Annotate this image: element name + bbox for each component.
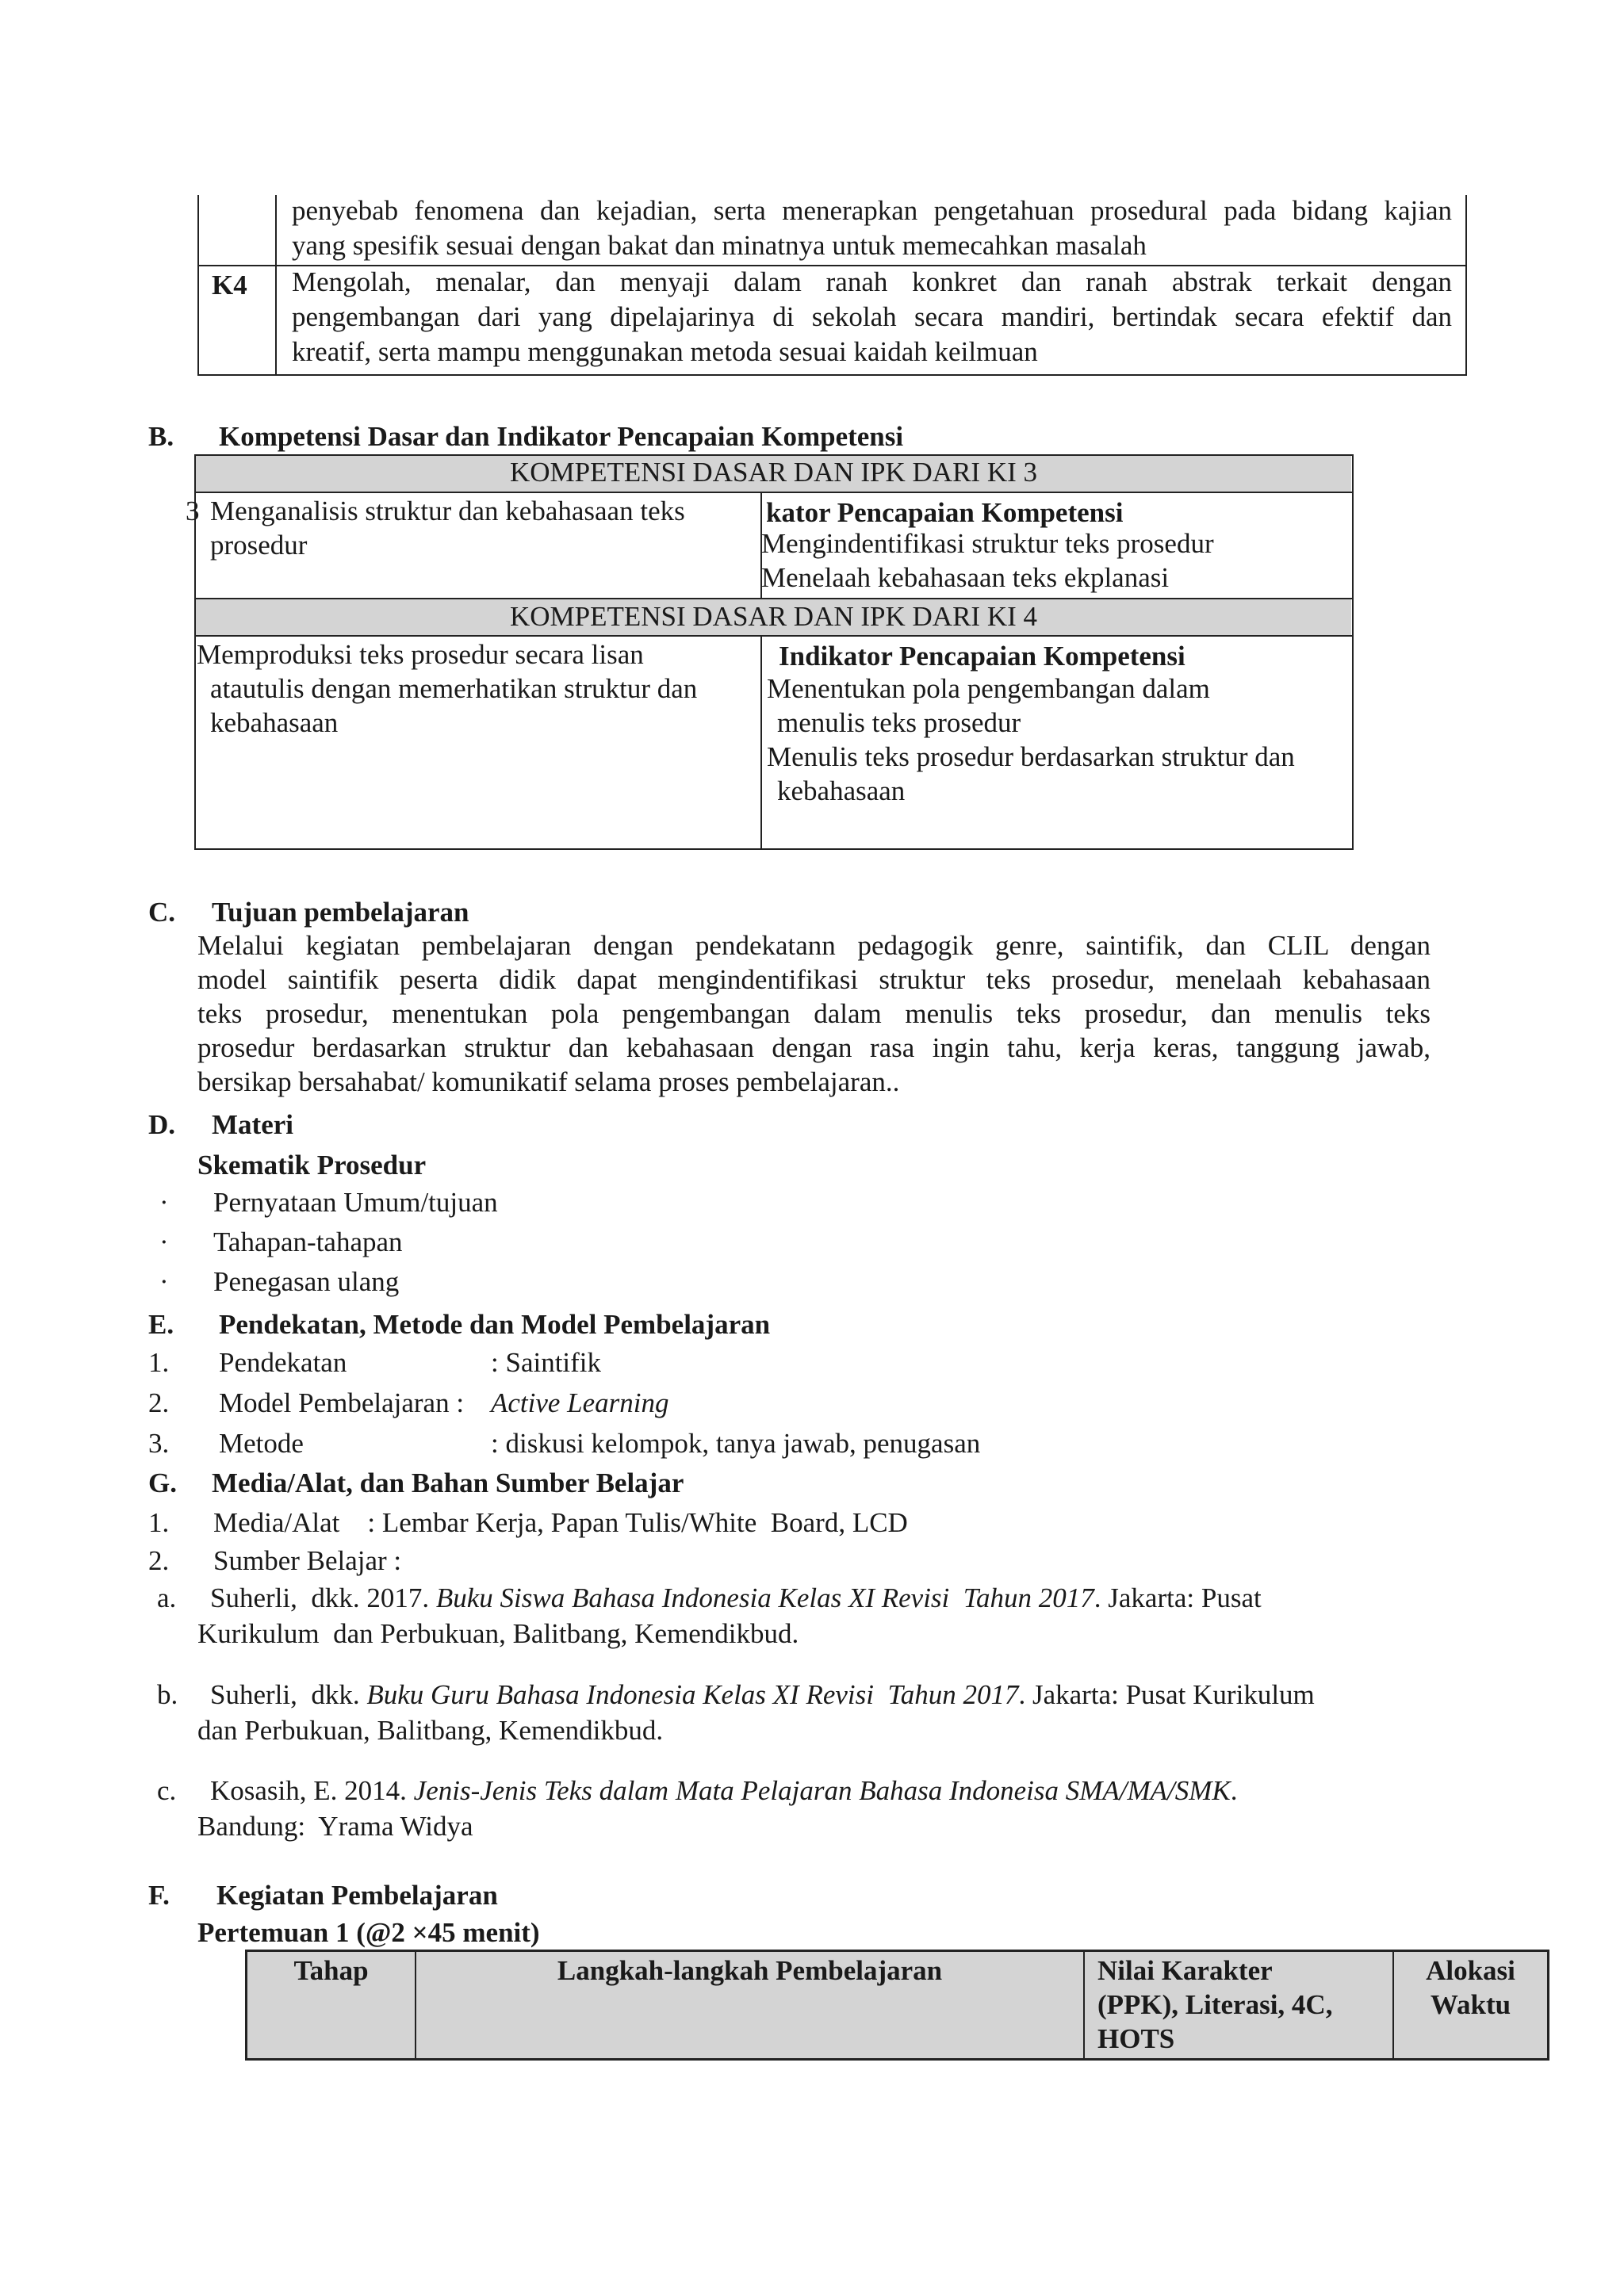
method-label-3: Metode bbox=[219, 1428, 304, 1459]
ki3-text-line-1: penyebab fenomena dan kejadian, serta menerapkan pengetahuan prosedural pada bidang kajian bbox=[292, 195, 1452, 226]
ref-a-line-2: Kurikulum dan Perbukuan, Balitbang, Kemendikbud. bbox=[197, 1618, 799, 1649]
media-num-1: 1. bbox=[148, 1507, 170, 1538]
section-c-line-1: Melalui kegiatan pembelajaran dengan pendekatann pedagogik genre, saintifik, dan CLIL dengan bbox=[197, 930, 1431, 961]
ref-b-author: Suherli, dkk. bbox=[210, 1679, 367, 1710]
section-f-title: Kegiatan Pembelajaran bbox=[216, 1880, 498, 1911]
media-num-2: 2. bbox=[148, 1545, 170, 1576]
section-c-title: Tujuan pembelajaran bbox=[212, 897, 469, 928]
ipk4-line-4: kebahasaan bbox=[777, 775, 906, 806]
method-value-1: : Saintifik bbox=[491, 1347, 602, 1378]
section-c-line-5: bersikap bersahabat/ komunikatif selama proses pembelajaran.. bbox=[197, 1066, 900, 1097]
ki4-text-line-2: pengembangan dari yang dipelajarinya di sekolah secara mandiri, bertindak secara efektif dan bbox=[292, 301, 1452, 332]
ipk3-line-2: Menelaah kebahasaan teks ekplanasi bbox=[761, 562, 1170, 593]
materi-item-2: Tahapan-tahapan bbox=[213, 1226, 403, 1257]
ipk3-line-1: Mengindentifikasi struktur teks prosedur bbox=[761, 528, 1214, 559]
bullet-1: · bbox=[159, 1187, 169, 1218]
kd4-line-2: atautulis dengan memerhatikan struktur dan bbox=[210, 673, 698, 704]
section-c-line-3: teks prosedur, menentukan pola pengembangan dalam menulis teks prosedur, dan menulis teks bbox=[197, 998, 1431, 1029]
ipk3-header: kator Pencapaian Kompetensi bbox=[766, 497, 1124, 528]
section-b-title: Kompetensi Dasar dan Indikator Pencapaian Kompetensi bbox=[219, 421, 904, 452]
header-nilai-line-1: Nilai Karakter bbox=[1097, 1955, 1273, 1986]
header-nilai-line-2: (PPK), Literasi, 4C, bbox=[1097, 1989, 1333, 2020]
kd3-line-1: Menganalisis struktur dan kebahasaan teks bbox=[210, 496, 685, 526]
meeting-label: Pertemuan 1 (@2 ×45 menit) bbox=[197, 1917, 540, 1948]
ki3-text-line-2: yang spesifik sesuai dengan bakat dan minatnya untuk memecahkan masalah bbox=[292, 230, 1147, 261]
section-e-letter: E. bbox=[148, 1309, 174, 1340]
ref-c-title: Jenis-Jenis Teks dalam Mata Pelajaran Bahasa Indoneisa SMA/MA/SMK bbox=[413, 1775, 1231, 1806]
section-g-title: Media/Alat, dan Bahan Sumber Belajar bbox=[212, 1468, 684, 1498]
method-label-2: Model Pembelajaran : bbox=[219, 1387, 471, 1418]
media-item-1: Media/Alat : Lembar Kerja, Papan Tulis/White Board, LCD bbox=[213, 1507, 908, 1538]
method-num-1: 1. bbox=[148, 1347, 170, 1378]
ref-b-line-2: dan Perbukuan, Balitbang, Kemendikbud. bbox=[197, 1715, 664, 1746]
bullet-2: · bbox=[159, 1226, 169, 1257]
ipk4-line-2: menulis teks prosedur bbox=[777, 707, 1021, 738]
method-value-3: : diskusi kelompok, tanya jawab, penugasan bbox=[491, 1428, 981, 1459]
ki3-header: KOMPETENSI DASAR DAN IPK DARI KI 3 bbox=[509, 457, 1038, 488]
bullet-3: · bbox=[159, 1266, 169, 1297]
ipk4-header: Indikator Pencapaian Kompetensi bbox=[779, 641, 1185, 672]
header-tahap: Tahap bbox=[293, 1955, 369, 1986]
kd3-line-2: prosedur bbox=[210, 530, 308, 561]
section-c-letter: C. bbox=[148, 897, 176, 928]
section-g-letter: G. bbox=[148, 1468, 177, 1498]
method-value-2: Active Learning bbox=[491, 1387, 669, 1418]
kd4-line-1: Memproduksi teks prosedur secara lisan bbox=[197, 639, 644, 670]
ref-a-publisher: . Jakarta: Pusat bbox=[1094, 1582, 1262, 1613]
ref-b-line-1 bbox=[210, 1678, 1315, 1712]
section-f-letter: F. bbox=[148, 1880, 170, 1911]
header-alokasi-line-2: Waktu bbox=[1430, 1989, 1511, 2020]
ref-c-line-1 bbox=[210, 1774, 1238, 1808]
ref-c-end: . bbox=[1230, 1775, 1238, 1806]
section-d-title: Materi bbox=[212, 1109, 293, 1140]
ki4-text-line-1: Mengolah, menalar, dan menyaji dalam ranah konkret dan ranah abstrak terkait dengan bbox=[292, 266, 1452, 297]
ipk4-line-3: Menulis teks prosedur berdasarkan struktur dan bbox=[767, 741, 1295, 772]
materi-item-1: Pernyataan Umum/tujuan bbox=[213, 1187, 498, 1218]
ref-c-letter: c. bbox=[157, 1775, 177, 1806]
method-label-1: Pendekatan bbox=[219, 1347, 347, 1378]
kd4-line-3: kebahasaan bbox=[210, 707, 339, 738]
section-c-line-2: model saintifik peserta didik dapat mengindentifikasi struktur teks prosedur, menelaah kebahasaan bbox=[197, 964, 1431, 995]
section-c-line-4: prosedur berdasarkan struktur dan kebahasaan dengan rasa ingin tahu, kerja keras, tanggung jawab, bbox=[197, 1032, 1431, 1063]
header-nilai-line-3: HOTS bbox=[1097, 2023, 1175, 2054]
section-b-letter: B. bbox=[148, 421, 174, 452]
kd3-marker: 3 bbox=[186, 496, 200, 526]
section-e-title: Pendekatan, Metode dan Model Pembelajaran bbox=[219, 1309, 771, 1340]
method-num-2: 2. bbox=[148, 1387, 170, 1418]
ref-b-letter: b. bbox=[157, 1679, 178, 1710]
materi-item-3: Penegasan ulang bbox=[213, 1266, 400, 1297]
ref-a-line-1 bbox=[210, 1581, 1262, 1616]
ref-c-author: Kosasih, E. 2014. bbox=[210, 1775, 414, 1806]
ref-c-line-2: Bandung: Yrama Widya bbox=[197, 1811, 473, 1842]
media-item-2: Sumber Belajar : bbox=[213, 1545, 402, 1576]
method-num-3: 3. bbox=[148, 1428, 170, 1459]
ref-a-title: Buku Siswa Bahasa Indonesia Kelas XI Revisi Tahun 2017 bbox=[435, 1582, 1094, 1613]
ref-a-author: Suherli, dkk. 2017. bbox=[210, 1582, 436, 1613]
section-d-subtitle: Skematik Prosedur bbox=[197, 1150, 427, 1181]
ki4-text-line-3: kreatif, serta mampu menggunakan metoda sesuai kaidah keilmuan bbox=[292, 336, 1038, 367]
ipk4-line-1: Menentukan pola pengembangan dalam bbox=[767, 673, 1210, 704]
header-langkah: Langkah-langkah Pembelajaran bbox=[557, 1955, 943, 1986]
ki4-header: KOMPETENSI DASAR DAN IPK DARI KI 4 bbox=[509, 601, 1038, 632]
header-alokasi-line-1: Alokasi bbox=[1426, 1955, 1515, 1986]
ref-a-letter: a. bbox=[157, 1582, 177, 1613]
ref-b-publisher: . Jakarta: Pusat Kurikulum bbox=[1018, 1679, 1315, 1710]
section-d-letter: D. bbox=[148, 1109, 176, 1140]
ki4-label: K4 bbox=[212, 270, 247, 300]
ref-b-title: Buku Guru Bahasa Indonesia Kelas XI Revisi Tahun 2017 bbox=[366, 1679, 1019, 1710]
